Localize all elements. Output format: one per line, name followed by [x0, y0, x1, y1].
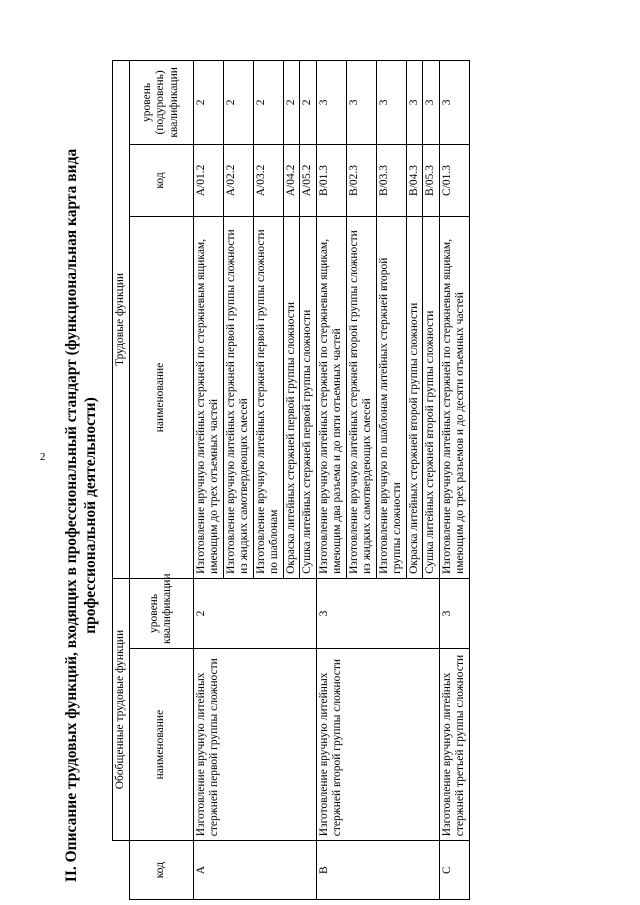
function-code-cell: A/02.2	[223, 144, 253, 216]
function-level-cell: 3	[346, 61, 376, 145]
function-name-cell: Изготовление вручную литейных стержней первой группы сложности по шаблонам	[253, 217, 283, 579]
generalized-level-cell: 3	[316, 578, 439, 648]
function-level-cell: 3	[406, 61, 423, 145]
function-code-cell: B/01.3	[316, 144, 346, 216]
generalized-level-cell: 3	[439, 578, 469, 648]
generalized-name-cell: Изготовление вручную литейных стержней третьей группы сложности	[439, 649, 469, 841]
generalized-code-cell: A	[193, 841, 316, 900]
header-function-code: код	[129, 144, 193, 216]
function-level-cell: 2	[253, 61, 283, 145]
function-code-cell: B/03.3	[376, 144, 406, 216]
generalized-name-cell: Изготовление вручную литейных стержней второй группы сложности	[316, 649, 439, 841]
header-code: код	[129, 841, 193, 900]
function-code-cell: B/05.3	[423, 144, 440, 216]
table-row	[193, 61, 223, 900]
heading-line-1: II. Описание трудовых функций, входящих в профессиональный стандарт (функциональная карта вида	[63, 148, 80, 883]
header-labor-group: Трудовые функции	[113, 61, 130, 579]
function-name-cell: Изготовление вручную литейных стержней первой группы сложности из жидких самотвердеющих смесей	[223, 217, 253, 579]
function-level-cell: 2	[193, 61, 223, 145]
header-name: наименование	[129, 649, 193, 841]
function-name-cell: Окраска литейных стержней второй группы сложности	[406, 217, 423, 579]
function-level-cell: 3	[316, 61, 346, 145]
function-level-cell: 2	[300, 61, 317, 145]
function-code-cell: A/05.2	[300, 144, 317, 216]
generalized-code-cell: C	[439, 841, 469, 900]
generalized-code-cell: B	[316, 841, 439, 900]
function-level-cell: 3	[423, 61, 440, 145]
function-name-cell: Изготовление вручную литейных стержней второй группы сложности из жидких самотвердеющих смесей	[346, 217, 376, 579]
function-code-cell: B/02.3	[346, 144, 376, 216]
function-name-cell: Изготовление вручную литейных стержней по стержневым ящикам, имеющим до трех отъемных частей	[193, 217, 223, 579]
function-level-cell: 2	[283, 61, 300, 145]
functional-map-table-container	[112, 60, 568, 900]
function-level-cell: 3	[439, 61, 469, 145]
header-sublevel: уровень (подуровень) квалификации	[129, 61, 193, 145]
header-empty-cell	[113, 841, 130, 900]
table-row	[439, 61, 469, 900]
generalized-name-cell: Изготовление вручную литейных стержней первой группы сложности	[193, 649, 316, 841]
functional-map-table	[112, 60, 470, 900]
function-level-cell: 3	[376, 61, 406, 145]
function-name-cell: Сушка литейных стержней второй группы сложности	[423, 217, 440, 579]
generalized-level-cell: 2	[193, 578, 316, 648]
function-level-cell: 2	[223, 61, 253, 145]
function-name-cell: Окраска литейных стержней первой группы сложности	[283, 217, 300, 579]
function-name-cell: Изготовление вручную литейных стержней по стержневым ящикам, имеющим до трех разъемов и до десяти отъемных частей	[439, 217, 469, 579]
function-code-cell: A/01.2	[193, 144, 223, 216]
header-generalized-group: Обобщенные трудовые функции	[113, 578, 130, 840]
header-level: уровень квалификации	[129, 578, 193, 648]
header-function-name: наименование	[129, 217, 193, 579]
function-code-cell: C/01.3	[439, 144, 469, 216]
function-code-cell: A/04.2	[283, 144, 300, 216]
function-name-cell: Изготовление вручную по шаблонам литейных стержней второй группы сложности	[376, 217, 406, 579]
page-number: 2	[40, 451, 46, 463]
function-code-cell: B/04.3	[406, 144, 423, 216]
function-code-cell: A/03.2	[253, 144, 283, 216]
function-name-cell: Сушка литейных стержней первой группы сложности	[300, 217, 317, 579]
function-name-cell: Изготовление вручную литейных стержней по стержневым ящикам, имеющим два разъема и до пяти отъемных частей	[316, 217, 346, 579]
table-row	[316, 61, 346, 900]
heading-line-2: профессиональной деятельности)	[82, 397, 99, 634]
